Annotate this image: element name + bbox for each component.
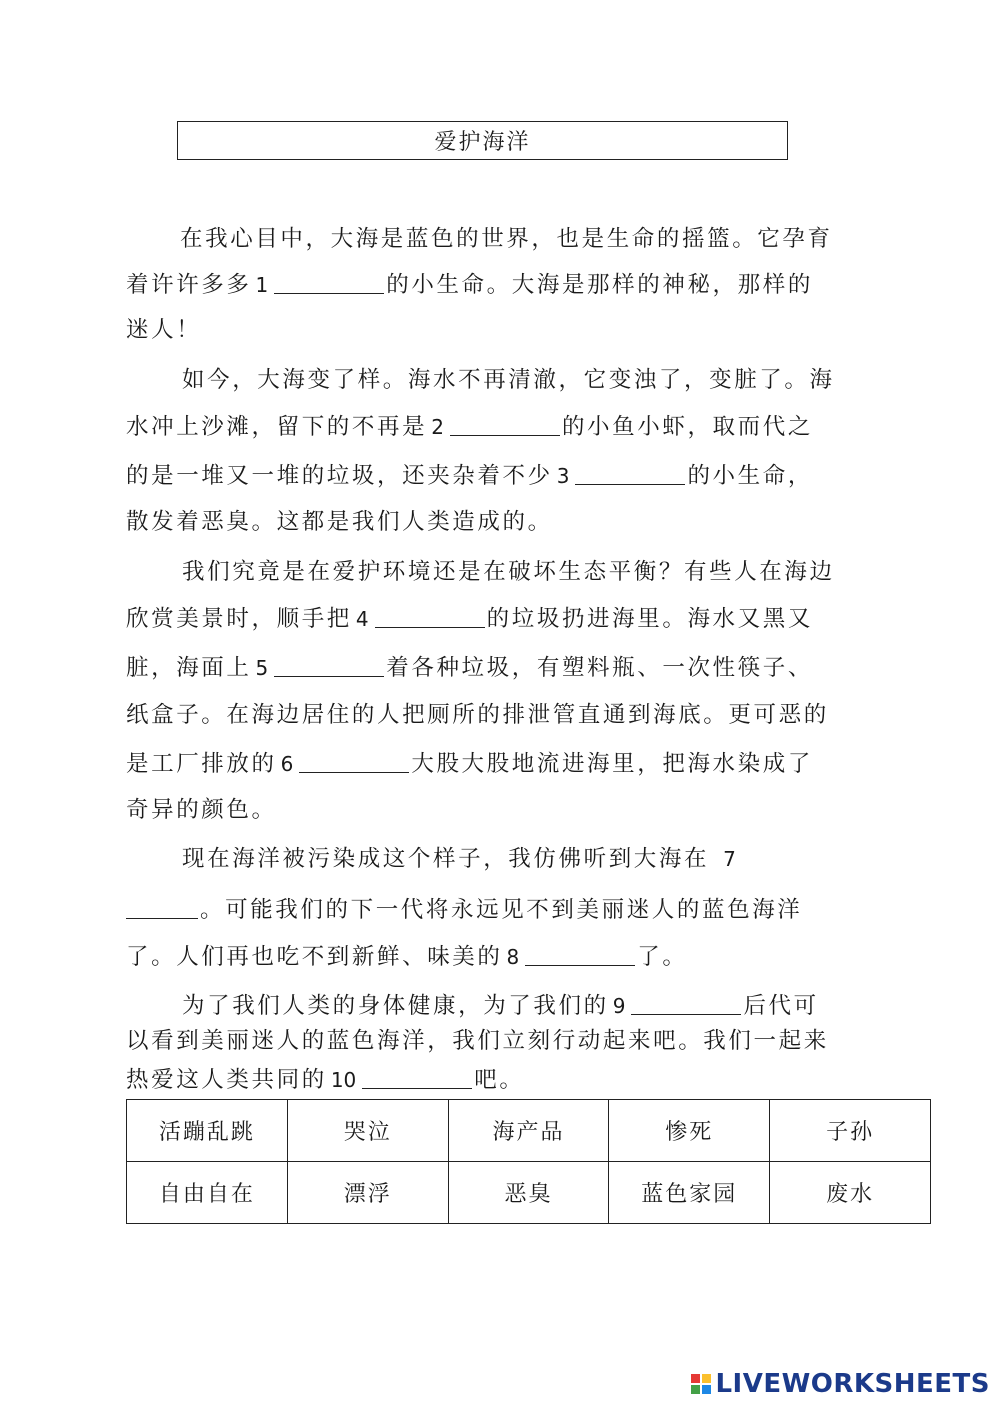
text-line: 为了我们人类的身体健康，为了我们的 9 后代可 (182, 993, 819, 1019)
title-box (177, 121, 788, 160)
word-bank-table (126, 1099, 931, 1224)
answer-blank-1[interactable] (274, 271, 384, 294)
table-row (127, 1162, 931, 1224)
answer-blank-10[interactable] (362, 1066, 472, 1089)
text-line: 纸盒子。在海边居住的人把厕所的排泄管直通到海底。更可恶的 (126, 702, 829, 728)
text-line: 。可能我们的下一代将永远见不到美丽迷人的蓝色海洋 (126, 894, 802, 925)
text-line: 是工厂排放的 6 大股大股地流进海里，把海水染成了 (126, 751, 813, 777)
text-line: 如今，大海变了样。海水不再清澈，它变浊了，变脏了。海 (182, 367, 835, 393)
word-cell: 活蹦乱跳 (127, 1100, 288, 1162)
word-cell: 子孙 (770, 1100, 931, 1162)
answer-blank-3[interactable] (575, 462, 685, 485)
text-line: 热爱这人类共同的 10 吧。 (126, 1067, 525, 1093)
blank-number: 4 (355, 607, 369, 631)
text-line: 现在海洋被污染成这个样子，我仿佛听到大海在 7 (182, 846, 736, 872)
text-line: 散发着恶臭。这都是我们人类造成的。 (126, 509, 553, 535)
text-line: 以看到美丽迷人的蓝色海洋，我们立刻行动起来吧。我们一起来 (126, 1028, 829, 1054)
word-cell: 恶臭 (448, 1162, 609, 1224)
blank-number: 7 (723, 847, 736, 871)
logo-text: LIVEWORKSHEETS (715, 1369, 990, 1399)
answer-blank-9[interactable] (631, 992, 741, 1015)
word-cell: 漂浮 (287, 1162, 448, 1224)
blank-number: 1 (255, 273, 269, 297)
word-cell: 废水 (770, 1162, 931, 1224)
text-line: 奇异的颜色。 (126, 797, 277, 823)
blank-number: 5 (255, 656, 269, 680)
text-line: 脏，海面上 5 着各种垃圾，有塑料瓶、一次性筷子、 (126, 655, 813, 681)
answer-blank-8[interactable] (525, 943, 635, 966)
blank-number: 10 (330, 1068, 357, 1092)
word-cell: 蓝色家园 (609, 1162, 770, 1224)
text-line: 在我心目中，大海是蓝色的世界，也是生命的摇篮。它孕育 (180, 226, 833, 252)
text-line: 迷人！ (126, 317, 202, 343)
text-line: 我们究竟是在爱护环境还是在破坏生态平衡？有些人在海边 (182, 559, 835, 585)
blank-number: 9 (612, 994, 626, 1018)
text-line: 欣赏美景时，顺手把 4 的垃圾扔进海里。海水又黑又 (126, 606, 813, 632)
blank-number: 6 (280, 752, 294, 776)
word-cell: 海产品 (448, 1100, 609, 1162)
word-cell: 哭泣 (287, 1100, 448, 1162)
word-cell: 自由自在 (127, 1162, 288, 1224)
answer-blank-7[interactable] (126, 896, 198, 919)
blank-number: 3 (556, 464, 570, 488)
answer-blank-5[interactable] (274, 654, 384, 677)
text-line: 的是一堆又一堆的垃圾，还夹杂着不少 3 的小生命， (126, 463, 813, 489)
answer-blank-2[interactable] (450, 413, 560, 436)
logo-squares-icon (691, 1374, 711, 1394)
text-line: 水冲上沙滩，留下的不再是 2 的小鱼小虾，取而代之 (126, 414, 813, 440)
table-row (127, 1100, 931, 1162)
liveworksheets-logo[interactable] (691, 1369, 990, 1399)
blank-number: 2 (431, 415, 444, 439)
answer-blank-4[interactable] (375, 605, 485, 628)
text-line: 着许许多多 1 的小生命。大海是那样的神秘，那样的 (126, 272, 813, 298)
word-cell: 惨死 (609, 1100, 770, 1162)
blank-number: 8 (506, 945, 520, 969)
text-line: 了。人们再也吃不到新鲜、味美的 8 了。 (126, 944, 688, 970)
page-title: 爱护海洋 (434, 130, 531, 155)
answer-blank-6[interactable] (299, 750, 409, 773)
